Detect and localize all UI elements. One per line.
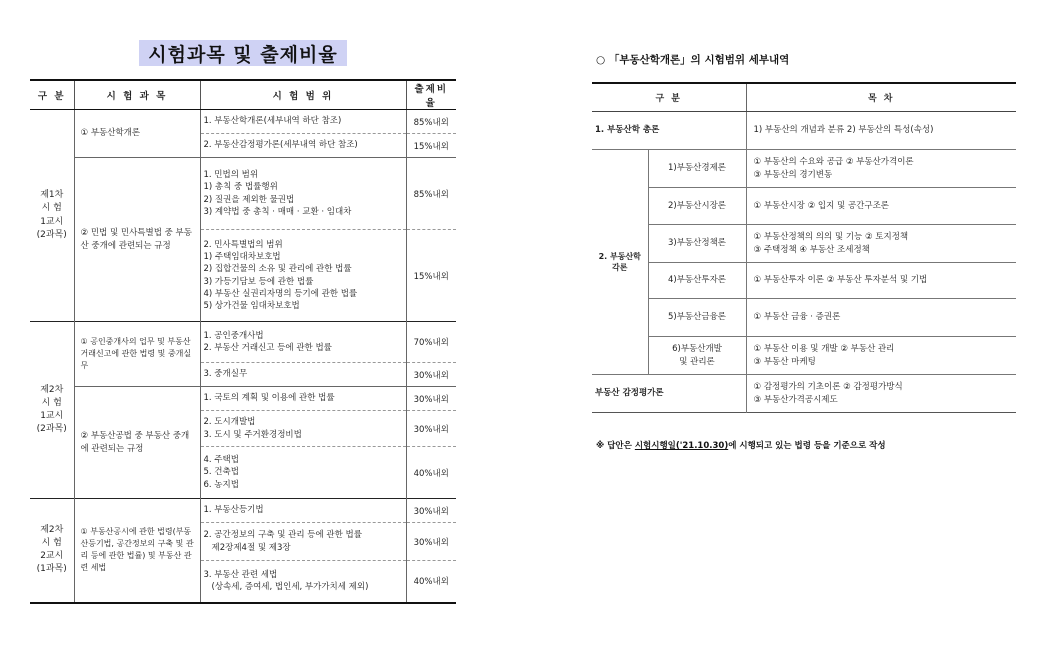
exam1-subject1: ① 부동산학개론 [74,110,200,158]
exam2-range1: 1. 공인중개사법 2. 부동산 거래신고 등에 관한 법률 [200,322,406,363]
exam3-rate2: 30%내외 [406,523,456,561]
exam1-rate1: 85%내외 [406,110,456,134]
exam3-rate3: 40%내외 [406,561,456,603]
detail-sub5-content: ① 부동산 금융 · 증권론 [746,299,1016,337]
detail-sub4: 4)부동산투자론 [648,263,746,299]
table-row [592,150,1016,188]
detail-sub6-content: ① 부동산 이용 및 개발 ② 부동산 관리 ③ 부동산 마케팅 [746,337,1016,375]
exam3-subject1: ① 부동산공시에 관한 법령(부동산등기법, 공간정보의 구축 및 관리 등에 관한 법률) 및 부동산 관련 세법 [74,499,200,603]
exam2-range2: 3. 중개실무 [200,363,406,387]
table-row [30,158,456,230]
exam1-subject2: ② 민법 및 민사특별법 중 부동산 중개에 관련되는 규정 [74,158,200,322]
exam1-range1: 1. 부동산학개론(세부내역 하단 참조) [200,110,406,134]
detail-header-contents: 목 차 [746,83,1016,112]
exam3-range3: 3. 부동산 관련 세법 (상속세, 증여세, 법인세, 부가가치세 제외) [200,561,406,603]
exam2-rate3: 30%내외 [406,387,456,411]
exam2-division: 제2차 시 험 1교시 (2과목) [30,322,74,499]
table-header-row [30,80,456,110]
table-row [592,188,1016,225]
header-range: 시 험 범 위 [200,80,406,110]
detail-sub1: 1)부동산경제론 [648,150,746,188]
exam2-range3: 1. 국토의 계획 및 이용에 관한 법률 [200,387,406,411]
exam1-range4: 2. 민사특별법의 범위 1) 주택임대차보호법 2) 집합건물의 소유 및 관리에 관한 법률 3) 가등기담보 등에 관한 법률 4) 부동산 실권리자명의 등기에 관한 법률 5) 상가건물 임대차보호법 [200,230,406,322]
table-row [592,375,1016,413]
table-row [592,299,1016,337]
exam-date: 시험시행일('21.10.30) [634,441,729,451]
table-row [592,337,1016,375]
exam3-rate1: 30%내외 [406,499,456,523]
exam2-rate5: 40%내외 [406,447,456,499]
detail-title: ○ 「부동산학개론」의 시험범위 세부내역 [596,54,790,66]
exam2-subject2: ② 부동산공법 중 부동산 중개에 관련되는 규정 [74,387,200,499]
table-row [592,225,1016,263]
footnote: ※ 답안은 시험시행일('21.10.30)에 시행되고 있는 법령 등을 기준으로 작성 [596,441,886,451]
exam2-rate4: 30%내외 [406,411,456,447]
detail-sub4-content: ① 부동산투자 이론 ② 부동산 투자분석 및 기법 [746,263,1016,299]
detail-sub1-content: ① 부동산의 수요와 공급 ② 부동산가격이론 ③ 부동산의 경기변동 [746,150,1016,188]
exam1-rate4: 15%내외 [406,230,456,322]
table-row [30,322,456,363]
detail-sub3-content: ① 부동산정책의 의의 및 기능 ② 토지정책 ③ 주택정책 ④ 부동산 조세정책 [746,225,1016,263]
exam2-range5: 4. 주택법 5. 건축법 6. 농지법 [200,447,406,499]
page-title: 시험과목 및 출제비율 [139,40,347,66]
exam-subjects-table [30,79,456,604]
detail-table [592,82,1016,413]
table-row [30,499,456,523]
exam3-range2: 2. 공간정보의 구축 및 관리 등에 관한 법률 제2장제4절 및 제3장 [200,523,406,561]
exam2-rate2: 30%내외 [406,363,456,387]
header-rate: 출제비율 [406,80,456,110]
detail-cat1: 1. 부동산학 총론 [592,112,746,150]
exam1-range2: 2. 부동산감정평가론(세부내역 하단 참조) [200,134,406,158]
detail-sub3: 3)부동산정책론 [648,225,746,263]
exam2-rate1: 70%내외 [406,322,456,363]
table-row [592,112,1016,150]
detail-sub2-content: ① 부동산시장 ② 입지 및 공간구조론 [746,188,1016,225]
exam3-division: 제2차 시 험 2교시 (1과목) [30,499,74,603]
detail-header-division: 구 분 [592,83,746,112]
exam1-rate3: 85%내외 [406,158,456,230]
header-subject: 시 험 과 목 [74,80,200,110]
detail-cat1-content: 1) 부동산의 개념과 분류 2) 부동산의 특성(속성) [746,112,1016,150]
exam2-range4: 2. 도시개발법 3. 도시 및 주거환경정비법 [200,411,406,447]
detail-sub2: 2)부동산시장론 [648,188,746,225]
table-header-row [592,83,1016,112]
detail-sub6: 6)부동산개발 및 관리론 [648,337,746,375]
exam2-subject1: ① 공인중개사의 업무 및 부동산 거래신고에 관한 법령 및 중개실무 [74,322,200,387]
exam1-rate2: 15%내외 [406,134,456,158]
detail-cat3: 부동산 감정평가론 [592,375,746,413]
table-row [30,387,456,411]
detail-sub5: 5)부동산금융론 [648,299,746,337]
exam1-division: 제1차 시 험 1교시 (2과목) [36,190,67,240]
header-division: 구 분 [30,80,74,110]
table-row [30,110,456,134]
detail-cat2: 2. 부동산학 각론 [592,150,648,375]
exam1-range3: 1. 민법의 범위 1) 총칙 중 법률행위 2) 질권을 제외한 물권법 3) 계약법 중 총칙 · 매매 · 교환 · 임대차 [200,158,406,230]
exam3-range1: 1. 부동산등기법 [200,499,406,523]
detail-cat3-content: ① 감정평가의 기초이론 ② 감정평가방식 ③ 부동산가격공시제도 [746,375,1016,413]
table-row [592,263,1016,299]
